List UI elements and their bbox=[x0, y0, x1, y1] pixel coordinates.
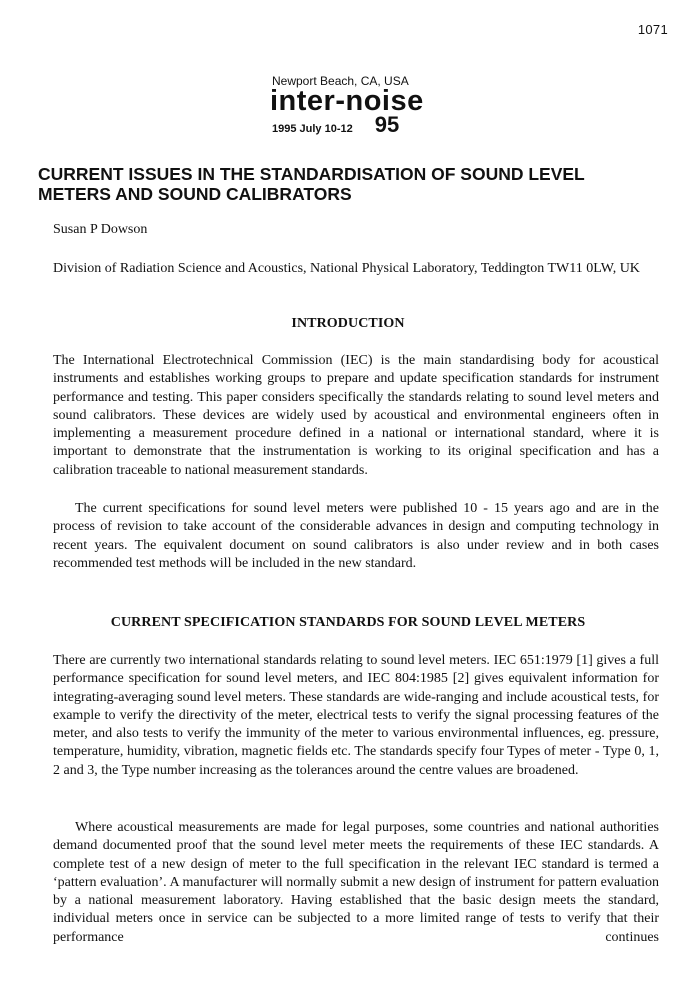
page-number: 1071 bbox=[637, 22, 668, 37]
conference-year: 95 bbox=[374, 112, 400, 137]
author-affiliation: Division of Radiation Science and Acoustics, National Physical Laboratory, Teddington TW11 0LW, UK bbox=[53, 261, 640, 276]
conference-logo bbox=[272, 74, 462, 136]
conference-location: Newport Beach, CA, USA bbox=[272, 74, 409, 88]
section-heading-current-standards: CURRENT SPECIFICATION STANDARDS FOR SOUND LEVEL METERS bbox=[110, 615, 586, 630]
intro-paragraph-1: The International Electrotechnical Commission (IEC) is the main standardising body for acoustical instruments and establishes working groups to prepare and update specification standards for instrument performance and testing. This paper considers specifically the standards relating to sound level meters and sound calibrators. These devices are widely used by acoustical and environmental engineers often in implementing a measurement procedure defined in a national or international standard, where it is important to demonstrate that the instrumentation is working to its original specification and has a calibration traceable to national measurement standards. bbox=[53, 353, 659, 478]
paper-title: CURRENT ISSUES IN THE STANDARDISATION OF SOUND LEVEL METERS AND SOUND CALIBRATORS bbox=[38, 164, 585, 204]
conference-dates: 1995 July 10-12 bbox=[272, 123, 353, 135]
conference-dates-row bbox=[272, 114, 462, 136]
conference-name: inter-noise bbox=[270, 85, 424, 117]
standards-paragraph-2: Where acoustical measurements are made for legal purposes, some countries and national authorities demand documented proof that the sound level meter meets the requirements of these IEC standards. A complete test of a new design of meter to the full specification in the relevant IEC standard is termed a ‘pattern evaluation’. A manufacturer will normally submit a new design of instrument for pattern evaluation by a national measurement laboratory. Having established that the basic design meets the standard, individual meters once in service can be subjected to a more limited range of tests to verify that their performance continues bbox=[53, 820, 659, 945]
author-name: Susan P Dowson bbox=[53, 222, 148, 237]
intro-paragraph-2: The current specifications for sound level meters were published 10 - 15 years ago and are in the process of revision to take account of the considerable advances in design and computing technology in recent years. The equivalent document on sound calibrators is also under review and in both cases recommended test methods will be included in the new standard. bbox=[53, 501, 659, 571]
standards-paragraph-1: There are currently two international standards relating to sound level meters. IEC 651:1979 [1] gives a full performance specification for sound level meters, and IEC 804:1985 [2] gives equivalent information for integrating-averaging sound level meters. These standards are wide-ranging and include acoustical tests, for example to verify the directivity of the meter, electrical tests to verify the signal processing features of the meter, and also tests to verify the immunity of the meter to various environmental influences, eg. pressure, temperature, humidity, vibration, magnetic fields etc. The standards specify four Types of meter - Type 0, 1, 2 and 3, the Type number increasing as the tolerances around the centre values are broadened. bbox=[53, 653, 659, 778]
section-heading-introduction: INTRODUCTION bbox=[291, 316, 405, 331]
